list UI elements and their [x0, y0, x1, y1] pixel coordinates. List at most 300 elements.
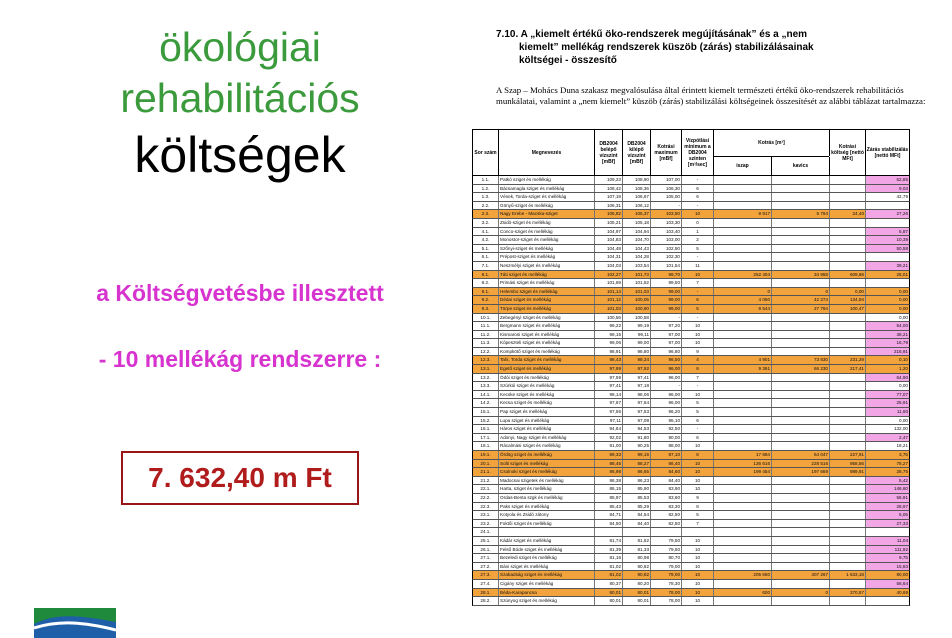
table-row	[472, 494, 910, 503]
cell-kavics	[772, 193, 830, 201]
cell-koltseg	[830, 228, 866, 236]
cell-kilepo: 99,00	[623, 339, 651, 347]
cell-megnevezes: Kádár sziget és mellékág	[499, 537, 595, 545]
cell-kilepo: 80,98	[623, 554, 651, 562]
cell-koltseg: 100,47	[830, 305, 866, 313]
cell-koltseg	[830, 520, 866, 528]
table-body	[472, 176, 910, 606]
table-row	[472, 399, 910, 408]
cell-vizpotlas: -	[682, 253, 714, 261]
cell-vizpotlas: 10	[682, 322, 714, 330]
cell-sor: 15.2.	[473, 417, 499, 425]
cell-kotrasi: 105,00	[651, 193, 682, 201]
cell-sor: 14.1.	[473, 391, 499, 399]
cell-koltseg	[830, 408, 866, 416]
cell-kilepo: 90,25	[623, 442, 651, 450]
cell-belepo	[595, 528, 623, 536]
cell-iszap	[714, 219, 772, 227]
cell-vizpotlas: 10	[682, 537, 714, 545]
cell-sor: 12.3.	[473, 356, 499, 364]
cell-sor: 15.1.	[473, 408, 499, 416]
cell-vizpotlas: 10	[682, 331, 714, 339]
cell-kavics: 5 794	[772, 210, 830, 218]
cell-iszap	[714, 176, 772, 184]
cell-kavics	[772, 262, 830, 270]
cell-megnevezes: Cigány sziget és mellékág	[499, 580, 595, 588]
cell-belepo: 84,50	[595, 520, 623, 528]
cell-kotrasi: 101,54	[651, 262, 682, 270]
cell-kilepo: 97,41	[623, 374, 651, 382]
cell-iszap	[714, 262, 772, 270]
cell-kotrasi: 96,00	[651, 374, 682, 382]
cell-iszap	[714, 348, 772, 356]
cell-sor: 9.2.	[473, 296, 499, 304]
table-row	[472, 271, 910, 280]
cell-belepo: 106,31	[595, 202, 623, 210]
table-row	[472, 305, 910, 314]
cell-vizpotlas: 11	[682, 262, 714, 270]
cell-kotrasi: 79,00	[651, 571, 682, 579]
cell-megnevezes: Bergmann sziget és mellékág	[499, 322, 595, 330]
cell-koltseg	[830, 185, 866, 193]
cell-sor: 22.3.	[473, 503, 499, 511]
cell-kilepo: 99,19	[623, 322, 651, 330]
cell-zaras: 80,00	[896, 572, 908, 578]
cell-belepo: 86,38	[595, 477, 623, 485]
cell-vizpotlas: -	[682, 176, 714, 184]
table-row	[472, 202, 910, 211]
cell-kilepo: 101,73	[623, 271, 651, 279]
cell-sor: 26.1.	[473, 546, 499, 554]
cell-megnevezes: Egető sziget és mellékág	[499, 365, 595, 373]
cell-kilepo: 98,80	[623, 348, 651, 356]
document-paragraph: A Szap – Mohács Duna szakasz megvalósulása által érintett kiemelt természeti értékű öko-rendszerek rehabilitációs munkálatai, valamint a „nem kiemelt” küszöb (zárás) stabilizálási költségeinek összesítését az alábbi táblázat tartalmazza:	[496, 85, 926, 106]
cell-megnevezes: Patkó sziget és mellékág	[499, 176, 595, 184]
cell-iszap: 17 884	[714, 451, 772, 459]
cell-koltseg: 989,91	[830, 468, 866, 476]
table-row	[472, 210, 910, 219]
cell-vizpotlas: -	[682, 202, 714, 210]
cell-megnevezes: Törpe sziget és mellékág	[499, 305, 595, 313]
cell-megnevezes: Prépost-sziget és mellékág	[499, 253, 595, 261]
cell-zaras: 16,79	[866, 339, 909, 347]
header-kotrasi: Kotrási maximum [mBf]	[651, 130, 682, 175]
cell-koltseg	[830, 322, 866, 330]
cell-kotrasi	[651, 528, 682, 536]
cell-kilepo: 106,12	[623, 202, 651, 210]
cell-megnevezes: Tahi, Torda sziget és mellékág	[499, 356, 595, 364]
cell-iszap	[714, 546, 772, 554]
cell-sor: 17.1.	[473, 434, 499, 442]
cell-belepo: 94,64	[595, 425, 623, 433]
cell-kotrasi: 96,20	[651, 408, 682, 416]
cell-iszap: 252 404	[714, 271, 772, 279]
cell-iszap	[714, 503, 772, 511]
cell-kilepo: 108,36	[623, 185, 651, 193]
table-row	[472, 434, 910, 443]
cell-kavics	[772, 528, 830, 536]
cell-vizpotlas: 10	[682, 391, 714, 399]
cell-kotrasi: 96,50	[651, 356, 682, 364]
cell-kotrasi: -	[651, 382, 682, 390]
table-row	[472, 219, 910, 228]
cell-megnevezes: Madocsai szigetek és mellékág	[499, 477, 595, 485]
cell-kotrasi: 97,00	[651, 339, 682, 347]
table-row	[472, 391, 910, 400]
cell-megnevezes: Háros sziget és mellékág	[499, 425, 595, 433]
cell-iszap	[714, 331, 772, 339]
slide-title-line2: rehabilitációs	[120, 75, 360, 121]
cell-iszap	[714, 185, 772, 193]
cell-kavics	[772, 546, 830, 554]
cell-iszap	[714, 253, 772, 261]
cell-kavics	[772, 417, 830, 425]
cell-belepo: 81,02	[595, 563, 623, 571]
cell-zaras: 38,21	[866, 331, 909, 339]
cell-kilepo: 80,82	[623, 571, 651, 579]
cell-sor: 9.1.	[473, 288, 499, 296]
cell-zaras: 0,00	[899, 305, 908, 311]
cell-kilepo: 103,54	[623, 262, 651, 270]
cell-vizpotlas: 5	[682, 399, 714, 407]
cell-zaras: 5,42	[866, 477, 909, 485]
cell-sor: 1.1.	[473, 176, 499, 184]
cell-sor: 18.1.	[473, 442, 499, 450]
cell-sor: 1.3.	[473, 193, 499, 201]
cell-megnevezes: Helembo sziget és mellékág	[499, 288, 595, 296]
cell-koltseg	[830, 503, 866, 511]
cell-zaras	[866, 279, 909, 287]
cell-koltseg	[830, 485, 866, 493]
cell-zaras: 0,00	[899, 297, 908, 303]
cell-kavics	[772, 425, 830, 433]
cell-vizpotlas: 10	[682, 580, 714, 588]
cell-zaras: 216,91	[866, 348, 909, 356]
cell-zaras: 64,90	[866, 374, 909, 382]
cell-zaras: 132,00	[893, 426, 908, 432]
cell-koltseg	[830, 382, 866, 390]
cell-koltseg	[830, 563, 866, 571]
cell-kavics	[772, 382, 830, 390]
cell-kotrasi: 99,00	[651, 288, 682, 296]
cell-belepo: 97,99	[595, 365, 623, 373]
table-row	[472, 176, 910, 185]
cell-kotrasi: 102,50	[651, 245, 682, 253]
cell-megnevezes: Csolnoki sziget és mellékág	[499, 468, 595, 476]
cell-kilepo: 97,08	[623, 417, 651, 425]
cell-zaras: 9,03	[866, 185, 909, 193]
cell-kavics: 27 794	[772, 305, 830, 313]
cell-kotrasi: 87,10	[651, 451, 682, 459]
cell-iszap	[714, 382, 772, 390]
cell-kotrasi: 80,70	[651, 554, 682, 562]
cell-sor: 25.1.	[473, 537, 499, 545]
cell-zaras: 52,85	[866, 176, 909, 184]
cell-vizpotlas: 6	[682, 185, 714, 193]
cell-iszap	[714, 399, 772, 407]
cell-sor: 27.3.	[473, 571, 499, 579]
table-row	[472, 589, 910, 598]
table-row	[472, 288, 910, 297]
cell-vizpotlas: 10	[682, 468, 714, 476]
cell-vizpotlas: 10	[682, 589, 714, 597]
cell-kilepo: 89,15	[623, 451, 651, 459]
cell-koltseg	[830, 511, 866, 519]
table-row	[472, 245, 910, 254]
cell-sor: 4.2.	[473, 236, 499, 244]
table-row	[472, 485, 910, 494]
cell-sor: 27.4.	[473, 580, 499, 588]
cell-belepo: 91,00	[595, 442, 623, 450]
cell-kotrasi: 99,50	[651, 279, 682, 287]
cell-belepo: 86,98	[595, 468, 623, 476]
cell-kilepo: 97,92	[623, 365, 651, 373]
subtitle-systems: - 10 mellékág rendszerre :	[98, 346, 382, 372]
cell-megnevezes: Kompkötő sziget és mellékág	[499, 348, 595, 356]
table-row	[472, 382, 910, 391]
cell-iszap	[714, 494, 772, 502]
table-row	[472, 314, 910, 323]
cell-megnevezes: Béda-Karapancsa	[499, 589, 595, 597]
document-title-line3: költségei - összesítő	[519, 55, 617, 66]
cell-belepo: 101,14	[595, 288, 623, 296]
cell-kavics	[772, 511, 830, 519]
cell-belepo: 101,03	[595, 305, 623, 313]
cell-iszap: 8 917	[714, 210, 772, 218]
cell-zaras	[866, 202, 909, 210]
cell-koltseg	[830, 374, 866, 382]
cell-kavics	[772, 236, 830, 244]
cell-iszap	[714, 537, 772, 545]
cell-kavics	[772, 348, 830, 356]
amount-box: 7. 632,40 m Ft	[121, 451, 359, 505]
cell-kotrasi: 96,00	[651, 391, 682, 399]
cell-kavics: 228 516	[772, 460, 830, 468]
cell-kilepo: 97,64	[623, 399, 651, 407]
cell-koltseg	[830, 391, 866, 399]
cell-sor: 21.1.	[473, 468, 499, 476]
cell-megnevezes: Zsidó-sziget és mellékág	[499, 219, 595, 227]
cell-belepo: 100,56	[595, 314, 623, 322]
cell-belepo: 99,22	[595, 322, 623, 330]
cell-kilepo: 80,01	[623, 597, 651, 605]
cell-kavics	[772, 563, 830, 571]
cell-belepo: 99,15	[595, 331, 623, 339]
cell-koltseg	[830, 339, 866, 347]
cell-sor: 2.2.	[473, 202, 499, 210]
cell-kilepo: 106,67	[623, 193, 651, 201]
cell-kavics	[772, 253, 830, 261]
cell-koltseg	[830, 236, 866, 244]
cell-kotrasi: 95,10	[651, 417, 682, 425]
cell-zaras: 0,00	[899, 383, 908, 389]
header-zaras: Zárás stabilizálás [nettó MFt]	[866, 146, 909, 159]
cell-koltseg	[830, 477, 866, 485]
header-kavics: kavics	[772, 157, 830, 175]
cell-vizpotlas: 6	[682, 417, 714, 425]
cell-belepo: 86,15	[595, 485, 623, 493]
cell-sor: 21.2.	[473, 477, 499, 485]
cell-kilepo: 85,53	[623, 494, 651, 502]
cell-megnevezes: Kotyola és Zsidó zátony	[499, 511, 595, 519]
cell-belepo: 101,12	[595, 296, 623, 304]
cell-kotrasi: 79,50	[651, 537, 682, 545]
cell-belepo: 81,74	[595, 537, 623, 545]
cell-koltseg	[830, 494, 866, 502]
cell-megnevezes: Felső Bóde sziget és mellékág	[499, 546, 595, 554]
cell-vizpotlas: 6	[682, 296, 714, 304]
cell-kavics: 64 047	[772, 451, 830, 459]
cell-megnevezes: Foktői sziget és mellékág	[499, 520, 595, 528]
cell-kilepo: 80,82	[623, 563, 651, 571]
table-row	[472, 563, 910, 572]
cell-sor: 3.2.	[473, 219, 499, 227]
cell-iszap	[714, 236, 772, 244]
cell-sor: 1.2.	[473, 185, 499, 193]
cell-belepo: 97,67	[595, 399, 623, 407]
cell-kotrasi: 83,60	[651, 494, 682, 502]
cell-vizpotlas: 10	[682, 546, 714, 554]
table-row	[472, 322, 910, 331]
cell-iszap	[714, 408, 772, 416]
cell-kotrasi: -	[651, 314, 682, 322]
cell-megnevezes: Zebegényi sziget és mellékág	[499, 314, 595, 322]
table-row	[472, 537, 910, 546]
cell-megnevezes: Rácalmási sziget és mellékág	[499, 442, 595, 450]
cell-kotrasi: 103,50	[651, 210, 682, 218]
cell-kilepo: 98,06	[623, 391, 651, 399]
cell-koltseg	[830, 546, 866, 554]
cell-zaras: 40,69	[896, 589, 908, 595]
cell-iszap	[714, 417, 772, 425]
cell-iszap	[714, 339, 772, 347]
cell-vizpotlas: 5	[682, 305, 714, 313]
cell-koltseg: 231,29	[830, 356, 866, 364]
cell-vizpotlas: 5	[682, 408, 714, 416]
cell-sor: 11.2.	[473, 331, 499, 339]
cell-sor: 11.1.	[473, 322, 499, 330]
cell-zaras: 10,39	[866, 236, 909, 244]
cell-iszap	[714, 554, 772, 562]
cell-sor: 24.1.	[473, 528, 499, 536]
cell-zaras: 39,21	[866, 262, 909, 270]
cell-kavics	[772, 597, 830, 605]
cell-kavics	[772, 176, 830, 184]
cell-belepo: 99,06	[595, 339, 623, 347]
cell-megnevezes: Ódói sziget és mellékág	[499, 374, 595, 382]
cell-kilepo: 104,28	[623, 253, 651, 261]
cell-belepo: 107,19	[595, 193, 623, 201]
cell-megnevezes: Conco-sziget és mellékág	[499, 228, 595, 236]
cell-kavics	[772, 477, 830, 485]
cell-zaras	[866, 253, 909, 261]
cell-zaras: 11,60	[866, 408, 909, 416]
cell-kavics	[772, 580, 830, 588]
cell-belepo: 98,91	[595, 348, 623, 356]
cell-sor: 22.2.	[473, 494, 499, 502]
cell-kilepo: 100,58	[623, 314, 651, 322]
cell-kilepo: 101,03	[623, 288, 651, 296]
cell-kilepo: 85,29	[623, 503, 651, 511]
cell-vizpotlas: 7	[682, 374, 714, 382]
cell-kotrasi: 79,00	[651, 563, 682, 571]
cell-vizpotlas	[682, 528, 714, 536]
cell-zaras: 0,00	[899, 314, 908, 320]
cell-megnevezes: Bezeledi sziget és mellékág	[499, 554, 595, 562]
cell-megnevezes: Szúrkói sziget és mellékág	[499, 382, 595, 390]
cell-kotrasi: 90,00	[651, 434, 682, 442]
cell-vizpotlas: 10	[682, 339, 714, 347]
cell-kilepo: 104,70	[623, 236, 651, 244]
table-row	[472, 348, 910, 357]
cell-kavics	[772, 228, 830, 236]
cell-sor: 23.1.	[473, 511, 499, 519]
cell-kavics	[772, 494, 830, 502]
cell-kavics	[772, 339, 830, 347]
cell-kavics	[772, 279, 830, 287]
cell-kavics	[772, 537, 830, 545]
cell-sor: 20.1.	[473, 460, 499, 468]
table-row	[472, 408, 910, 417]
cell-belepo: 97,41	[595, 382, 623, 390]
cell-sor: 22.1.	[473, 485, 499, 493]
cell-megnevezes: Szúnyog sziget és mellékág	[499, 597, 595, 605]
cell-megnevezes: Báni sziget és mellékág	[499, 563, 595, 571]
cell-kotrasi: 99,00	[651, 305, 682, 313]
cell-zaras: 0,10	[899, 357, 908, 363]
cell-megnevezes: Pap sziget és mellékág	[499, 408, 595, 416]
cell-sor: 11.3.	[473, 339, 499, 347]
cell-sor: 23.2.	[473, 520, 499, 528]
table-header	[472, 129, 910, 176]
cell-kavics: 0	[772, 589, 830, 597]
cell-koltseg	[830, 202, 866, 210]
table-row	[472, 253, 910, 262]
cell-megnevezes: Szőnyi-sziget és mellékág	[499, 245, 595, 253]
cell-kavics	[772, 322, 830, 330]
cell-iszap: 205 660	[714, 571, 772, 579]
cell-iszap: 600	[714, 589, 772, 597]
cell-iszap	[714, 322, 772, 330]
cell-kotrasi: 82,50	[651, 511, 682, 519]
cell-vizpotlas: 7	[682, 279, 714, 287]
cell-iszap	[714, 314, 772, 322]
cell-kavics	[772, 554, 830, 562]
cell-kotrasi: 107,00	[651, 176, 682, 184]
cell-koltseg	[830, 331, 866, 339]
cell-koltseg	[830, 399, 866, 407]
cell-iszap: 136 616	[714, 460, 772, 468]
cell-koltseg	[830, 193, 866, 201]
cell-belepo: 92,02	[595, 434, 623, 442]
cell-kotrasi: 106,30	[651, 185, 682, 193]
cell-megnevezes: Nagy Erebe - Macska-sziget	[499, 210, 595, 218]
cell-vizpotlas: 10	[682, 485, 714, 493]
cell-kilepo: 84,40	[623, 520, 651, 528]
table-row	[472, 279, 910, 288]
cell-zaras: 5,05	[866, 511, 909, 519]
document-title-line1: 7.10. A „kiemelt értékű öko-rendszerek megújításának” és a „nem	[496, 29, 808, 40]
table-row	[472, 503, 910, 512]
cell-kotrasi: 84,40	[651, 477, 682, 485]
cell-sor: 14.2.	[473, 399, 499, 407]
cell-kilepo: 105,18	[623, 219, 651, 227]
table-row	[472, 597, 910, 606]
cell-iszap: 199 454	[714, 468, 772, 476]
cell-kilepo: 86,65	[623, 468, 651, 476]
cell-zaras: 11,04	[866, 537, 909, 545]
cell-belepo: 85,97	[595, 494, 623, 502]
